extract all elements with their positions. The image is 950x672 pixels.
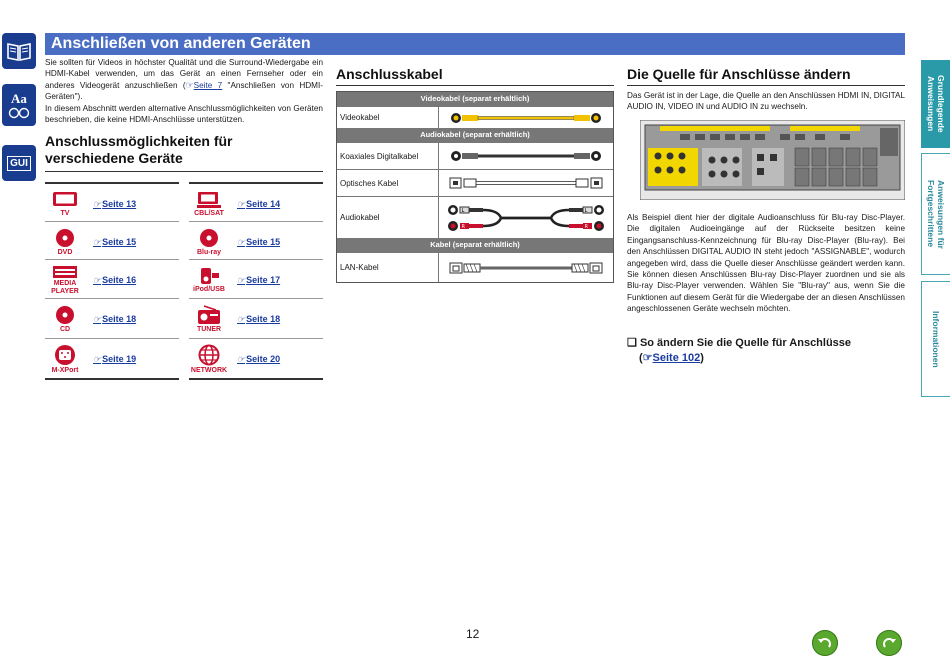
device-row-cbl-sat[interactable]	[189, 185, 323, 223]
device-link[interactable]: ☞Seite 17	[237, 274, 281, 285]
device-label: MEDIA PLAYER	[51, 279, 79, 295]
source-p1: Das Gerät ist in der Lage, die Quelle an den Anschlüssen HDMI IN, DIGITAL AUDIO IN, VIDEO IN und AUDIO IN zu wechseln.	[627, 91, 905, 112]
cable-label: Videokabel	[337, 107, 439, 128]
tab-label: Informationen	[931, 310, 941, 368]
device-link[interactable]: ☞Seite 14	[237, 198, 281, 209]
tab-label: Grundlegende Anweisungen	[926, 75, 946, 133]
device-link[interactable]: ☞Seite 15	[93, 236, 137, 247]
mxport-icon	[45, 344, 85, 375]
tab-grundlegende-anweisungen[interactable]	[921, 60, 950, 148]
intro-p1-end: "Anschließen von HDMI-Geräten").	[45, 80, 324, 102]
svg-text:R: R	[461, 223, 465, 230]
cbl-sat-icon	[189, 191, 229, 218]
device-link[interactable]: ☞Seite 19	[93, 353, 137, 364]
video-cable-row	[337, 106, 613, 128]
disc-icon	[45, 228, 85, 257]
glossary-nav-icon[interactable]	[2, 84, 36, 126]
devices-heading: Anschlussmöglichkeiten für verschiedene Geräte	[45, 133, 233, 166]
device-row-cd[interactable]	[45, 300, 179, 338]
video-cable-header: Videokabel (separat erhältlich)	[337, 92, 613, 106]
coax-cable-icon	[439, 143, 613, 169]
video-cable-icon	[439, 107, 613, 128]
pointing-hand-icon: ☞	[642, 352, 653, 364]
device-link[interactable]: ☞Seite 13	[93, 198, 137, 209]
tab-fortgeschrittene[interactable]	[921, 153, 950, 275]
gui-label: GUI	[7, 156, 31, 171]
device-row-media-player[interactable]	[45, 261, 179, 299]
intro-p1: Sie sollten für Videos in höchster Qualität und die Surround-Wiedergabe ein HDMI-Kabel verwenden, um das Gerät an einen Fernseher oder ein anderes Videogerät anzuschließen (	[45, 58, 323, 90]
cable-label: LAN-Kabel	[337, 253, 439, 282]
device-label: TV	[60, 209, 70, 217]
audio-cable-row	[337, 196, 613, 238]
howto-link[interactable]: Seite 102	[652, 352, 701, 364]
device-row-mxport[interactable]	[45, 340, 179, 378]
lan-cable-header: Kabel (separat erhältlich)	[337, 238, 613, 252]
device-row-tv[interactable]	[45, 185, 179, 223]
cable-table	[336, 91, 614, 283]
lan-cable-icon	[439, 253, 613, 282]
page-number: 12	[466, 627, 480, 641]
device-row-bluray[interactable]	[189, 223, 323, 261]
device-row-ipod-usb[interactable]	[189, 261, 323, 299]
cable-label: Optisches Kabel	[337, 170, 439, 196]
radio-icon	[189, 305, 229, 334]
source-p2: Als Beispiel dient hier der digitale Audioanschluss für Blu-ray Disc-Player. Die digitalen Audioeingänge auf der Rückseite besitzen keine Eingangsanschluss-Kennzeichnung für Blu-ray Disc-Player (Blu-ray). Bei den Anschlüssen DIGITAL AUDIO IN steht jedoch "ASSIGNABLE", wodurch angegeben wird, dass die Quelle dieser Anschlüsse geändert werden kann. Sie können diesen Anschlüssen Blu-ray Disc-Player zuordnen und sie als Blu-ray Disc-Player verwenden. Wählen Sie "Blu-ray" aus, wenn Sie die Funktionen auf diesem Gerät für die Wiedergabe der an diesen Anschlüssen angeschlossenen Geräte wechseln möchten.	[627, 213, 905, 314]
device-row-tuner[interactable]	[189, 300, 323, 338]
rear-panel-illustration	[640, 120, 905, 200]
device-link[interactable]: ☞Seite 15	[237, 236, 281, 247]
device-label: DVD	[57, 248, 73, 256]
gui-nav-icon[interactable]	[2, 145, 36, 181]
device-label: NETWORK	[190, 366, 228, 374]
svg-text:R: R	[584, 223, 588, 230]
cables-heading: Anschlusskabel	[336, 66, 443, 82]
globe-icon	[189, 344, 229, 375]
disc-icon	[189, 228, 229, 257]
back-arrow-icon	[817, 635, 833, 651]
forward-arrow-icon	[881, 635, 897, 651]
device-label: iPod/USB	[193, 285, 225, 293]
checkbox-icon: ❑	[627, 337, 637, 349]
optical-cable-icon	[439, 170, 613, 196]
device-link[interactable]: ☞Seite 20	[237, 353, 281, 364]
source-heading: Die Quelle für Anschlüsse ändern	[627, 66, 851, 82]
disc-icon	[45, 305, 85, 334]
back-button[interactable]	[812, 630, 838, 656]
device-label: CBL/SAT	[194, 209, 224, 217]
intro-p2: In diesem Abschnitt werden alternative Anschlussmöglichkeiten von Geräten beschrieben, die keine HDMI-Anschlüsse unterstützen.	[45, 103, 323, 125]
device-row-dvd[interactable]	[45, 223, 179, 261]
aa-label: Aa	[11, 91, 27, 106]
howto-heading: ❑ So ändern Sie die Quelle für Anschlüsse (☞Seite 102)	[627, 337, 852, 364]
lan-cable-row	[337, 252, 613, 282]
device-link[interactable]: ☞Seite 18	[93, 313, 137, 324]
device-label: Blu-ray	[196, 248, 222, 256]
title-bar	[45, 33, 905, 55]
device-label: TUNER	[196, 325, 222, 333]
device-row-network[interactable]	[189, 340, 323, 378]
pointing-hand-icon: ☞	[185, 79, 194, 90]
audio-cable-icon	[439, 197, 613, 238]
svg-text:L: L	[461, 207, 465, 214]
intro-link[interactable]: Seite 7	[193, 80, 223, 90]
book-nav-icon[interactable]	[2, 33, 36, 69]
tv-icon	[45, 191, 85, 218]
svg-text:L: L	[584, 207, 588, 214]
page-title: Anschließen von anderen Geräten	[51, 35, 311, 52]
tab-informationen[interactable]	[921, 281, 950, 397]
coax-cable-row	[337, 142, 613, 169]
audio-cable-header: Audiokabel (separat erhältlich)	[337, 128, 613, 142]
device-link[interactable]: ☞Seite 18	[237, 313, 281, 324]
tab-label: Anweisungen für Fortgeschrittene	[926, 179, 946, 249]
howto-heading-text: So ändern Sie die Quelle für Anschlüsse	[639, 337, 852, 349]
intro-text	[45, 57, 323, 125]
cable-label: Audiokabel	[337, 197, 439, 238]
cable-label: Koaxiales Digitalkabel	[337, 143, 439, 169]
optical-cable-row	[337, 169, 613, 196]
forward-button[interactable]	[876, 630, 902, 656]
media-player-icon	[45, 265, 85, 296]
device-link[interactable]: ☞Seite 16	[93, 274, 137, 285]
device-label: CD	[59, 325, 71, 333]
ipod-usb-icon	[189, 267, 229, 294]
device-label: M-XPort	[51, 366, 79, 374]
